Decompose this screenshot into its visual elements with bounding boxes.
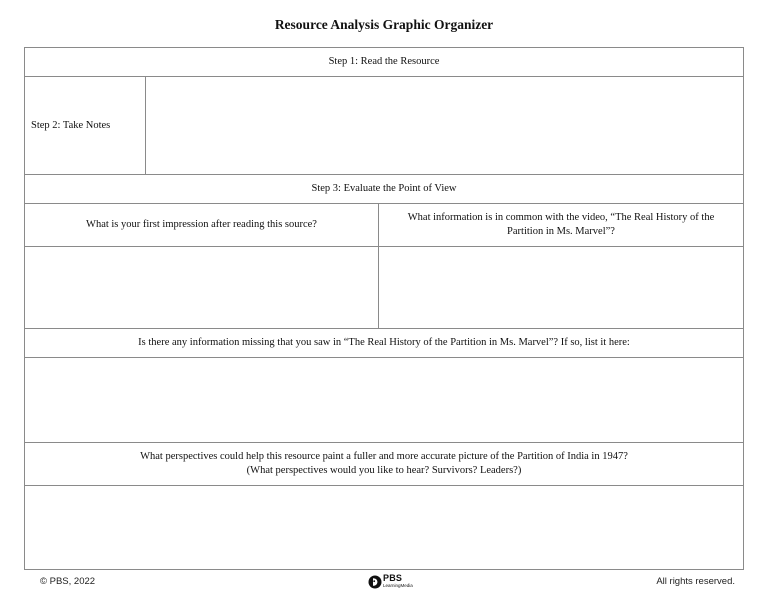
- q1-text: What is your first impression after reading this source?: [86, 219, 317, 230]
- pbs-learningmedia-logo: [368, 574, 413, 590]
- q4-text-line1: What perspectives could help this resource paint a fuller and more accurate picture of the Partition of India in 1947?: [140, 451, 628, 462]
- logo-pbs-text: PBS: [383, 573, 403, 583]
- q3-text: Is there any information missing that you saw in “The Real History of the Partition in Ms. Marvel”? If so, list it here:: [138, 337, 630, 348]
- organizer-table: [24, 47, 744, 570]
- q3-answer-area[interactable]: [25, 358, 743, 443]
- pbs-head-icon: [368, 575, 382, 589]
- q1-cell: [25, 204, 379, 246]
- q4-answer-area[interactable]: [25, 486, 743, 569]
- q2-text: What information is in common with the video, “The Real History of the Partition in Ms. Marvel”?: [407, 212, 715, 237]
- step1-row: [25, 48, 743, 77]
- step1-label: Step 1: Read the Resource: [328, 56, 440, 67]
- q4-row: [25, 443, 743, 486]
- rights-text: All rights reserved.: [656, 576, 735, 587]
- q4-text-line2: (What perspectives would you like to hear? Survivors? Leaders?): [246, 465, 522, 476]
- q1-answer-area[interactable]: [25, 247, 379, 328]
- q2-cell: [379, 204, 743, 246]
- q2-answer-area[interactable]: [379, 247, 743, 328]
- step3-row: [25, 175, 743, 204]
- step3-label: Step 3: Evaluate the Point of View: [311, 183, 457, 194]
- step2-label: Step 2: Take Notes: [31, 120, 111, 131]
- step2-row: [25, 77, 743, 175]
- q3-row: [25, 329, 743, 358]
- page-title: Resource Analysis Graphic Organizer: [274, 17, 494, 32]
- answers-row: [25, 247, 743, 329]
- copyright-text: © PBS, 2022: [40, 576, 96, 587]
- notes-area[interactable]: [146, 77, 743, 174]
- questions-row: [25, 204, 743, 247]
- step2-label-cell: [25, 77, 146, 174]
- logo-sub-text: LearningMedia: [383, 583, 413, 588]
